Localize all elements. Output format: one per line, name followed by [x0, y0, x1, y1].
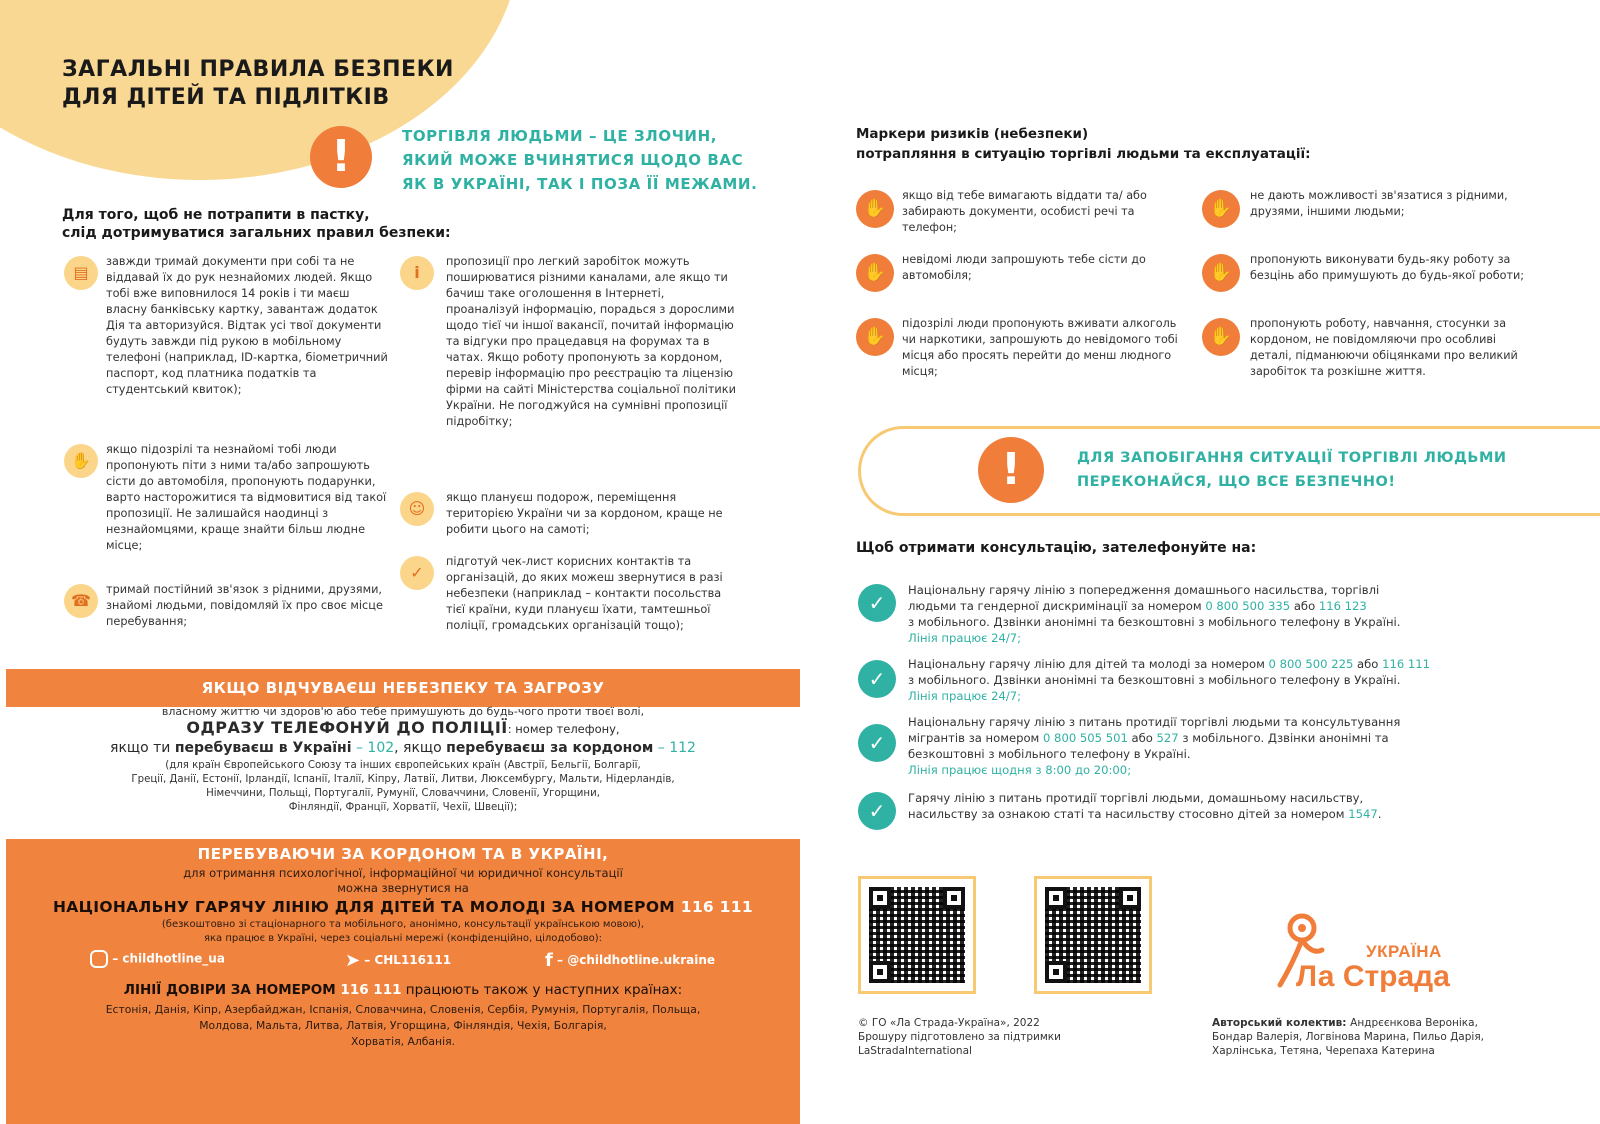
stop-hand-icon: ✋ [856, 190, 894, 228]
rule-item: завжди тримай документи при собі та не віддавай їх до рук незнайомих людей. Якщо тобі вже виповнилося 14 років і ти маєш власну банківську картку, завантаж додаток Дія та авторизуйся. Відтак усі твої документи будуть завжди під рукою в мобільному телефоні (наприклад, ID-картка, біометричний паспорт, код платника податків та студентський квиток); [106, 255, 388, 396]
hotline-entry-text: насильству за ознакою статі та насильству стосовно дітей за номером [908, 807, 1349, 821]
phone-number: 0 800 500 335 [1205, 599, 1291, 613]
trust-countries-line: Естонія, Данія, Кіпр, Азербайджан, Іспанія, Словаччина, Словенія, Сербія, Румунія, Португалія, Польща, [105, 1003, 701, 1016]
instagram-handle: – childhotline_ua [112, 951, 225, 966]
rules-intro-line: Для того, щоб не потрапити в пастку, [62, 207, 370, 223]
safety-callout-line: ПЕРЕКОНАЙСЯ, ЩО ВСЕ БЕЗПЕЧНО! [1077, 474, 1396, 490]
hotline-intro-line: для отримання психологічної, інформаційної чи юридичної консультації [183, 866, 623, 880]
rules-intro-line: слід дотримуватися загальних правил безпеки: [62, 225, 451, 241]
hotline-free-line: (безкоштовно зі стаціонарного та мобільного, анонімно, консультації українською мовою), [161, 919, 645, 930]
trust-lines-number: 116 111 [340, 982, 402, 998]
trust-lines [6, 982, 800, 998]
qr-finder [1045, 961, 1067, 983]
check-icon: ✓ [858, 792, 896, 830]
exclamation-icon: ! [978, 437, 1044, 503]
hotline-entry-text: . [1377, 807, 1382, 821]
qr-code[interactable] [1034, 876, 1152, 994]
stop-hand-icon: ✋ [856, 254, 894, 292]
hotline-entry-text: з мобільного. Дзвінки анонімні та [1178, 731, 1389, 745]
copyright-line: © ГО «Ла Страда-Україна», 2022 [858, 1017, 1040, 1029]
trust-countries-line: Хорватія, Албанія. [350, 1035, 456, 1048]
eu-countries [6, 759, 800, 815]
trust-countries-line: Молдова, Мальта, Литва, Латвія, Угорщина, Фінляндія, Чехія, Болгарія, [199, 1019, 607, 1032]
qr-finder [869, 887, 891, 909]
hotline-entry-line: безкоштовні з мобільного телефону в Україні. [908, 747, 1191, 761]
qr-finder [1119, 887, 1141, 909]
authors-line: Бондар Валерія, Логвінова Марина, Пильо Дарія, [1212, 1031, 1484, 1043]
phone-number: 1547 [1348, 807, 1378, 821]
telegram-icon: ➤ [345, 950, 361, 971]
qr-finder [1045, 887, 1067, 909]
risk-marker: підозрілі люди пропонують вживати алкоголь чи наркотики, запрошують до невідомого тобі місця або просять перейти до менш людного місця; [902, 317, 1178, 378]
authors-label: Авторський колектив: [1212, 1017, 1351, 1029]
telegram-link[interactable] [345, 950, 451, 971]
facebook-handle: – @childhotline.ukraine [557, 953, 716, 967]
hotline-intro [6, 866, 800, 896]
hotline-entry-text: або [1353, 657, 1383, 671]
qr-finder [869, 961, 891, 983]
logo-country: УКРАЇНА [1366, 942, 1442, 961]
call-police-rest: : номер телефону, [507, 722, 620, 736]
number-102: – 102 [351, 740, 395, 756]
tagline-line: ТОРГІВЛЯ ЛЮДЬМИ – ЦЕ ЗЛОЧИН, [402, 127, 718, 145]
checkmark-icon: ✓ [400, 556, 434, 590]
hotline-hours: Лінія працює щодня з 8:00 до 20:00; [908, 763, 1132, 777]
check-icon: ✓ [858, 584, 896, 622]
countries-line: (для країн Європейського Союзу та інших європейських країн (Австрії, Бельгії, Болгарії, [165, 760, 641, 771]
qr-finder [943, 887, 965, 909]
stop-hand-icon: ✋ [64, 444, 98, 478]
call-police-text: ОДРАЗУ ТЕЛЕФОНУЙ ДО ПОЛІЦІЇ [186, 718, 508, 737]
risk-markers-title [856, 124, 1311, 164]
emergency-numbers [6, 738, 800, 758]
authors-line: Андрєєнкова Вероніка, [1350, 1017, 1478, 1029]
trust-countries [6, 1002, 800, 1050]
info-icon: i [400, 256, 434, 290]
text-fragment: перебуваєш за кордоном [446, 740, 654, 756]
hotline-number: 116 111 [680, 898, 753, 916]
trust-lines-text: працюють також у наступних країнах: [401, 982, 683, 998]
trust-lines-title: ЛІНІЇ ДОВІРИ ЗА НОМЕРОМ [123, 982, 341, 998]
text-fragment: якщо ти [110, 740, 175, 756]
hotline-entry [908, 790, 1548, 822]
number-112: – 112 [653, 740, 696, 756]
facebook-icon: f [545, 950, 553, 971]
hotline-entry-line: з мобільного. Дзвінки анонімні та безкоштовні з мобільного телефону в Україні. [908, 673, 1401, 687]
hotline-entry-text: Національну гарячу лінію для дітей та молоді за номером [908, 657, 1269, 671]
check-icon: ✓ [858, 724, 896, 762]
countries-line: Фінляндії, Франції, Хорватії, Чехії, Швеції); [288, 802, 518, 813]
text-fragment: перебуваєш в Україні [174, 740, 352, 756]
phone-number: 527 [1156, 731, 1179, 745]
hotline-entry-line: Національну гарячу лінію з питань протидії торгівлі людьми та консультування [908, 715, 1401, 729]
hotline-entry [908, 656, 1548, 704]
hotline-entry-text: або [1290, 599, 1319, 613]
instagram-link[interactable] [90, 950, 225, 968]
qr-code[interactable] [858, 876, 976, 994]
copyright-line: Брошуру підготовлено за підтримки [858, 1031, 1061, 1043]
facebook-link[interactable] [545, 950, 715, 971]
check-icon: ✓ [858, 660, 896, 698]
hotline-big-text: НАЦІОНАЛЬНУ ГАРЯЧУ ЛІНІЮ ДЛЯ ДІТЕЙ ТА МОЛОДІ ЗА НОМЕРОМ [53, 898, 681, 916]
telegram-handle: – CHL116111 [364, 953, 452, 967]
safety-callout-line: ДЛЯ ЗАПОБІГАННЯ СИТУАЦІЇ ТОРГІВЛІ ЛЮДЬМИ [1077, 450, 1507, 466]
police-line [6, 717, 800, 740]
stop-hand-icon: ✋ [1202, 190, 1240, 228]
logo-name: Ла Страда [1296, 960, 1450, 993]
rule-item: пропозиції про легкий заробіток можуть поширюватися різними каналами, але якщо ти бачиш таке оголошення в Інтернеті, проаналізуй інформацію, порадься з дорослими щодо тієї чи іншої вакансії, почитай інформацію та відгуки про працедавця на форумах та в чатах. Якщо роботу пропонують за кордоном, перевір інформацію про реєстрацію та ліцензію фірми на сайті Міністерства соціальної політики України. Не погоджуйся на сумнівні пропозиції підробітку; [446, 255, 736, 428]
tagline-line: ЯКИЙ МОЖЕ ВЧИНЯТИСЯ ЩОДО ВАС [402, 151, 744, 169]
danger-band: ЯКЩО ВІДЧУВАЄШ НЕБЕЗПЕКУ ТА ЗАГРОЗУ [6, 669, 800, 707]
hotline-entry-text: мігрантів за номером [908, 731, 1043, 745]
phone-number: 0 800 505 501 [1043, 731, 1128, 745]
risk-marker: не дають можливості зв'язатися з рідними, друзями, іншими людьми; [1250, 189, 1508, 218]
rules-intro [62, 206, 502, 242]
exclamation-icon: ! [310, 126, 372, 188]
countries-line: Греції, Данії, Естонії, Ірландії, Іспанії, Італії, Кіпру, Латвії, Литви, Люксембургу, Мальти, Нідерландів, [131, 774, 675, 785]
people-icon: ☺ [400, 492, 434, 526]
hotline-entry [908, 582, 1548, 646]
danger-line: власному життю чи здоров'ю або тебе примушують до будь-чого проти твоєї волі, [161, 705, 645, 718]
instagram-icon [90, 950, 108, 968]
hotline-big [6, 898, 800, 916]
risk-markers-title-line: потрапляння в ситуацію торгівлі людьми та експлуатації: [856, 146, 1311, 162]
id-card-icon: ▤ [64, 256, 98, 290]
risk-marker: пропонують роботу, навчання, стосунки за кордоном, не повідомляючи про особливі деталі, підманюючи обіцянками про великий заробіток та розкішне життя. [1250, 317, 1518, 378]
title-line-2: ДЛЯ ДІТЕЙ ТА ПІДЛІТКІВ [62, 85, 390, 110]
consult-title: Щоб отримати консультацію, зателефонуйте на: [856, 540, 1257, 556]
hotline-hours: Лінія працює 24/7; [908, 689, 1022, 703]
phone-icon: ☎ [64, 584, 98, 618]
authors [1212, 1016, 1552, 1058]
phone-number: 116 111 [1382, 657, 1431, 671]
rule-item: якщо плануєш подорож, переміщення територією України чи за кордоном, краще не робити цього на самоті; [446, 491, 723, 536]
la-strada-logo [1272, 910, 1472, 1000]
stop-hand-icon: ✋ [1202, 254, 1240, 292]
phone-number: 116 123 [1318, 599, 1367, 613]
hotline-entry-text: або [1127, 731, 1157, 745]
stop-hand-icon: ✋ [856, 318, 894, 356]
risk-marker: пропонують виконувати будь-яку роботу за безцінь або примушують до будь-якої роботи; [1250, 253, 1525, 282]
phone-number: 0 800 500 225 [1268, 657, 1354, 671]
hotline-free-line: яка працює в Україні, через соціальні мережі (конфіденційно, цілодобово): [203, 933, 603, 944]
hotline-entry-line: Національну гарячу лінію з попередження домашнього насильства, торгівлі [908, 583, 1380, 597]
hotline-intro-line: можна звернутися на [337, 881, 469, 895]
hotline-free [6, 918, 800, 946]
authors-line: Харлінська, Тетяна, Черепаха Катерина [1212, 1045, 1435, 1057]
safety-callout-text [1077, 446, 1507, 494]
qr-pattern [869, 887, 965, 983]
risk-marker: якщо від тебе вимагають віддати та/ або забирають документи, особисті речі та телефон; [902, 189, 1147, 234]
tagline [402, 124, 762, 196]
hotline-entry-line: з мобільного. Дзвінки анонімні та безкоштовні з мобільного телефону в Україні. [908, 615, 1401, 629]
rule-item: якщо підозрілі та незнайомі тобі люди пропонують піти з ними та/або запрошують сісти до автомобіля, пропонують подарунки, варто насторожитися та відмовитися від такої пропозиції. Не залишайся наодинці з незнайомцями, краще знайти більш людне місце; [106, 443, 387, 552]
hotline-band-title: ПЕРЕБУВАЮЧИ ЗА КОРДОНОМ ТА В УКРАЇНІ, [197, 845, 609, 863]
tagline-line: ЯК В УКРАЇНІ, ТАК І ПОЗА ЇЇ МЕЖАМИ. [402, 175, 758, 193]
hotline-entry [908, 714, 1548, 778]
countries-line: Німеччини, Польщі, Португалії, Румунії, Словаччини, Словенії, Угорщини, [206, 788, 600, 799]
qr-pattern [1045, 887, 1141, 983]
risk-markers-title-line: Маркери ризиків (небезпеки) [856, 126, 1089, 142]
rule-item: підготуй чек-лист корисних контактів та організацій, до яких можеш звернутися в разі небезпеки (наприклад – контакти посольства тієї країни, куди плануєш їхати, тамтешньої поліції, громадських організацій тощо); [446, 555, 723, 632]
page-title [62, 56, 454, 112]
title-line-1: ЗАГАЛЬНІ ПРАВИЛА БЕЗПЕКИ [62, 57, 454, 82]
stop-hand-icon: ✋ [1202, 318, 1240, 356]
hotline-hours: Лінія працює 24/7; [908, 631, 1022, 645]
hotline-entry-line: Гарячу лінію з питань протидії торгівлі людьми, домашньому насильству, [908, 791, 1364, 805]
text-fragment: , якщо [394, 740, 447, 756]
copyright-line: LaStradaInternational [858, 1045, 972, 1057]
hotline-entry-text: людьми та гендерної дискримінації за номером [908, 599, 1206, 613]
risk-marker: невідомі люди запрошують тебе сісти до автомобіля; [902, 253, 1146, 282]
rule-item: тримай постійний зв'язок з рідними, друзями, знайомі людьми, повідомляй їх про своє місце перебування; [106, 583, 383, 628]
copyright [858, 1016, 1138, 1058]
